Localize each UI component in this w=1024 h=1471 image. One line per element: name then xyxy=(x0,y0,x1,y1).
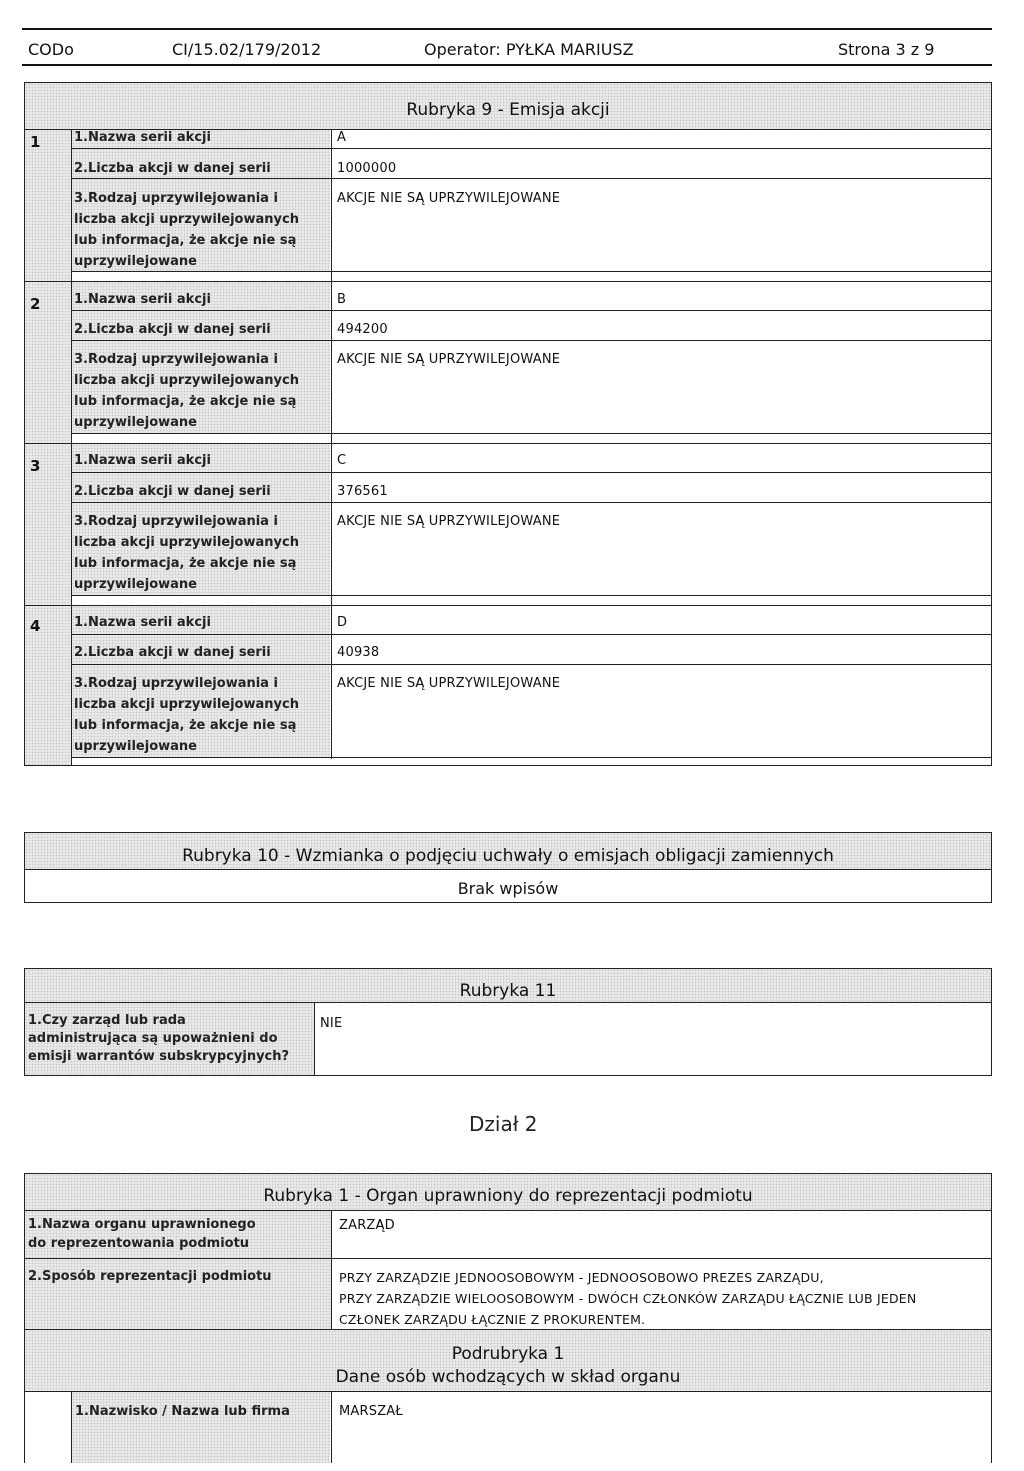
divider xyxy=(71,310,992,311)
person-name-label: 1.Nazwisko / Nazwa lub firma xyxy=(75,1404,290,1419)
row-number: 4 xyxy=(30,617,41,635)
divider xyxy=(71,472,992,473)
header-code: CODo xyxy=(28,40,74,59)
divider xyxy=(331,1391,332,1463)
privilege-label: 3.Rodzaj uprzywilejowania i liczba akcji uprzywilejowanych lub informacja, że akcje nie są uprzywilejowane xyxy=(74,352,299,430)
divider xyxy=(71,502,992,503)
share-count-label: 2.Liczba akcji w danej serii xyxy=(74,322,271,337)
divider xyxy=(71,433,992,434)
series-name-label: 1.Nazwa serii akcji xyxy=(74,453,211,468)
divider xyxy=(331,1210,332,1330)
privilege-label: 3.Rodzaj uprzywilejowania i liczba akcji uprzywilejowanych lub informacja, że akcje nie są uprzywilejowane xyxy=(74,676,299,754)
row-number: 3 xyxy=(30,457,41,475)
representation-method-line: PRZY ZARZĄDZIE JEDNOOSOBOWYM - JEDNOOSOBOWO PREZES ZARZĄDU, xyxy=(339,1270,824,1285)
person-name-value: MARSZAŁ xyxy=(339,1404,403,1419)
representation-method-line: PRZY ZARZĄDZIE WIELOOSOBOWYM - DWÓCH CZŁONKÓW ZARZĄDU ŁĄCZNIE LUB JEDEN xyxy=(339,1291,917,1306)
rubryka10-title: Rubryka 10 - Wzmianka o podjęciu uchwały o emisjach obligacji zamiennych xyxy=(182,846,834,866)
divider xyxy=(71,1391,72,1463)
privilege-value: AKCJE NIE SĄ UPRZYWILEJOWANE xyxy=(337,191,561,206)
share-count-value: 40938 xyxy=(337,645,380,660)
privilege-label: 3.Rodzaj uprzywilejowania i liczba akcji uprzywilejowanych lub informacja, że akcje nie są uprzywilejowane xyxy=(74,514,299,592)
series-name-value: B xyxy=(337,292,347,307)
row-number: 2 xyxy=(30,295,41,313)
header-page-number: Strona 3 z 9 xyxy=(838,40,935,59)
representation-method-line: CZŁONEK ZARZĄDU ŁĄCZNIE Z PROKURENTEM. xyxy=(339,1312,646,1327)
podrubryka-subtitle: Dane osób wchodzących w skład organu xyxy=(335,1367,681,1387)
header-reference: CI/15.02/179/2012 xyxy=(172,40,322,59)
divider xyxy=(71,595,992,596)
rubryka9-number-column xyxy=(25,130,71,765)
podrubryka-title: Podrubryka 1 xyxy=(451,1344,565,1364)
representation-method-label: 2.Sposób reprezentacji podmiotu xyxy=(28,1269,272,1284)
divider xyxy=(71,757,992,758)
series-name-label: 1.Nazwa serii akcji xyxy=(74,292,211,307)
section-heading: Dział 2 xyxy=(469,1112,538,1136)
divider xyxy=(24,869,992,870)
header-top-rule xyxy=(22,28,992,30)
privilege-value: AKCJE NIE SĄ UPRZYWILEJOWANE xyxy=(337,514,561,529)
rubryka11-label: 1.Czy zarząd lub rada administrująca są upoważnieni do emisji warrantów subskrypcyjnych? xyxy=(28,1013,290,1064)
series-name-value: C xyxy=(337,453,347,468)
rubryka10-value: Brak wpisów xyxy=(457,879,559,898)
share-count-label: 2.Liczba akcji w danej serii xyxy=(74,484,271,499)
share-count-label: 2.Liczba akcji w danej serii xyxy=(74,645,271,660)
organ-name-label: 1.Nazwa organu uprawnionego do reprezentowania podmiotu xyxy=(28,1217,256,1251)
divider xyxy=(71,634,992,635)
series-name-label: 1.Nazwa serii akcji xyxy=(74,130,211,145)
divider xyxy=(314,1002,315,1076)
share-count-value: 1000000 xyxy=(337,161,397,176)
privilege-value: AKCJE NIE SĄ UPRZYWILEJOWANE xyxy=(337,676,561,691)
rubryka11-value: NIE xyxy=(320,1016,343,1031)
organ-name-value: ZARZĄD xyxy=(339,1218,395,1233)
divider xyxy=(71,271,992,272)
share-count-label: 2.Liczba akcji w danej serii xyxy=(74,161,271,176)
divider xyxy=(71,148,992,149)
series-name-value: D xyxy=(337,615,348,630)
privilege-label: 3.Rodzaj uprzywilejowania i liczba akcji uprzywilejowanych lub informacja, że akcje nie są uprzywilejowane xyxy=(74,191,299,269)
privilege-value: AKCJE NIE SĄ UPRZYWILEJOWANE xyxy=(337,352,561,367)
header-operator: Operator: PYŁKA MARIUSZ xyxy=(424,40,634,59)
row-number: 1 xyxy=(30,133,41,151)
dzial2-rubryka1-title: Rubryka 1 - Organ uprawniony do reprezentacji podmiotu xyxy=(263,1186,753,1206)
header-bottom-rule xyxy=(22,64,992,66)
divider xyxy=(71,664,992,665)
rubryka11-title: Rubryka 11 xyxy=(459,981,557,1001)
share-count-value: 376561 xyxy=(337,484,388,499)
divider xyxy=(71,340,992,341)
rubryka9-title: Rubryka 9 - Emisja akcji xyxy=(406,100,610,120)
share-count-value: 494200 xyxy=(337,322,388,337)
series-name-value: A xyxy=(337,130,347,145)
divider xyxy=(24,1258,992,1259)
series-name-label: 1.Nazwa serii akcji xyxy=(74,615,211,630)
divider xyxy=(71,178,992,179)
